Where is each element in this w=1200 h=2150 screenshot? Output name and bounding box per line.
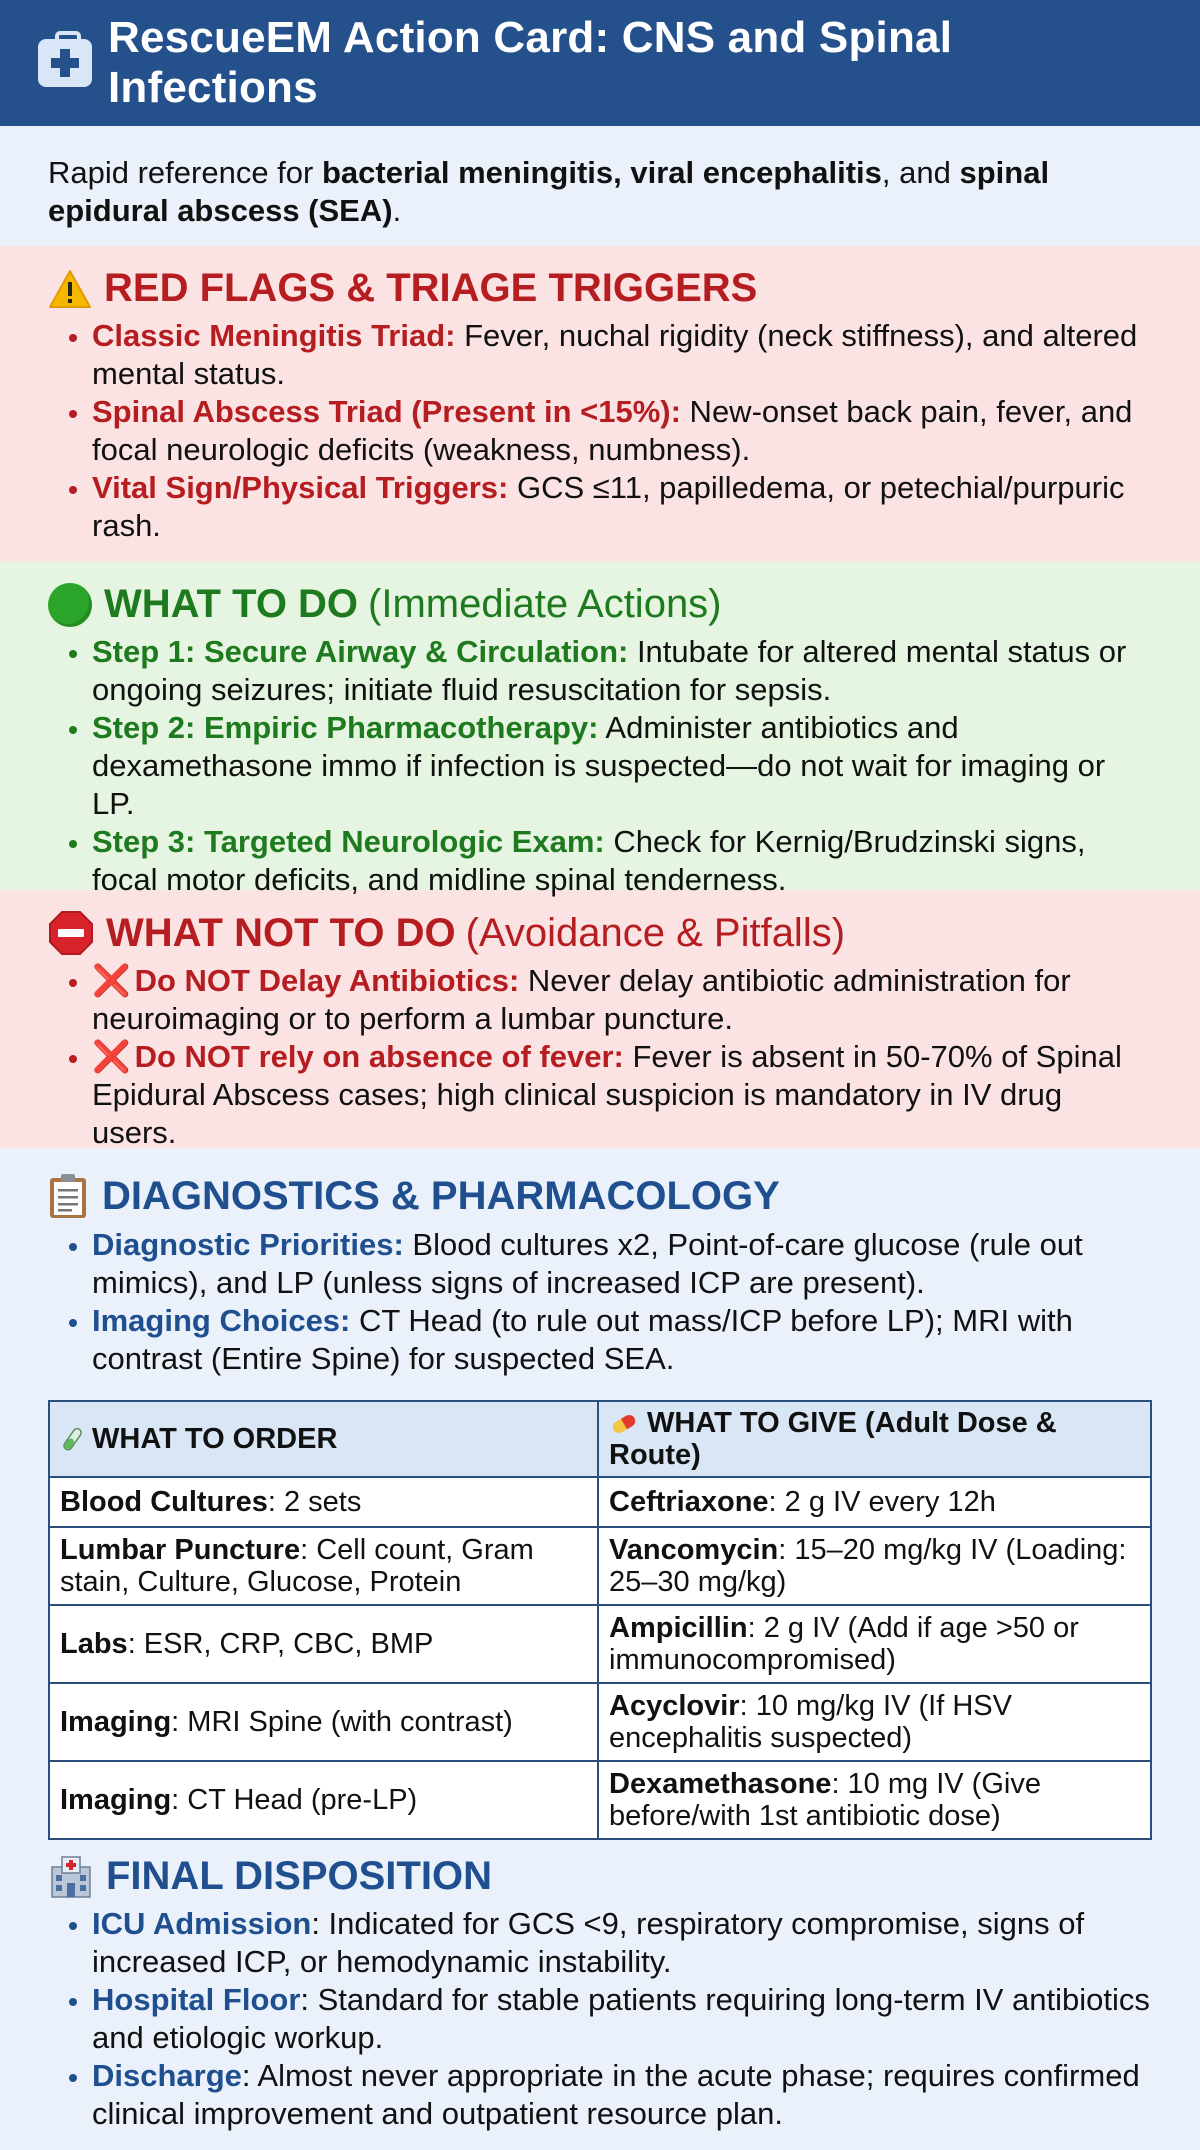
item-lead: Discharge xyxy=(92,2058,242,2093)
drug-detail: : 15–20 mg/kg IV (Loading: 25–30 mg/kg) xyxy=(609,1534,1127,1598)
stop-sign-icon xyxy=(48,910,94,956)
table-row xyxy=(49,1761,1151,1839)
drug-detail: : 10 mg IV (Give before/with 1st antibiotic dose) xyxy=(609,1768,1041,1832)
drug-name: Vancomycin xyxy=(609,1534,779,1566)
list-item xyxy=(92,1226,1152,1302)
order-cell xyxy=(49,1477,598,1527)
give-cell xyxy=(598,1605,1151,1683)
order-detail: : CT Head (pre-LP) xyxy=(171,1784,418,1816)
intro-term-1: bacterial meningitis, viral encephalitis xyxy=(321,155,882,190)
list-item xyxy=(92,1905,1152,1981)
item-text: Intubate for altered mental status or ongoing seizures; initiate fluid resuscitation for sepsis. xyxy=(92,634,1127,707)
item-lead: Do NOT rely on absence of fever: xyxy=(134,1039,624,1074)
medical-kit-icon xyxy=(38,39,92,87)
order-cell xyxy=(49,1605,598,1683)
item-text: : Almost never appropriate in the acute phase; requires confirmed clinical improvement and outpatient resource plan. xyxy=(92,2058,1140,2131)
intro-text xyxy=(0,126,1200,246)
green-circle-icon xyxy=(48,583,92,627)
diagnostics-title: DIAGNOSTICS & PHARMACOLOGY xyxy=(102,1173,780,1218)
diagnostics-heading xyxy=(48,1172,1152,1220)
what-not-to-do-subtitle: (Avoidance & Pitfalls) xyxy=(465,910,846,955)
what-to-do-list xyxy=(48,633,1152,899)
order-cell xyxy=(49,1683,598,1761)
item-text: Fever is absent in 50-70% of Spinal Epidural Abscess cases; high clinical suspicion is mandatory in IV drug users. xyxy=(92,1039,1122,1150)
order-detail: : 2 sets xyxy=(267,1486,362,1518)
item-lead: Step 2: Empiric Pharmacotherapy: xyxy=(92,710,599,745)
item-text: Blood cultures x2, Point-of-care glucose (rule out mimics), and LP (unless signs of increased ICP are present). xyxy=(92,1227,1083,1300)
list-item xyxy=(92,469,1152,545)
order-cell xyxy=(49,1527,598,1605)
drug-name: Ampicillin xyxy=(609,1612,748,1644)
list-item xyxy=(92,709,1152,823)
list-item xyxy=(92,1302,1152,1378)
what-to-do-section xyxy=(0,562,1200,897)
item-text: CT Head (to rule out mass/ICP before LP); MRI with contrast (Entire Spine) for suspected SEA. xyxy=(92,1303,1073,1376)
item-text: : Indicated for GCS <9, respiratory compromise, signs of increased ICP, or hemodynamic instability. xyxy=(92,1906,1085,1979)
hospital-icon xyxy=(48,1855,94,1899)
what-not-to-do-title: WHAT NOT TO DO xyxy=(106,910,456,955)
intro-term-2: spinal epidural abscess (SEA) xyxy=(48,155,1050,228)
order-name: Labs xyxy=(60,1628,128,1660)
what-not-to-do-heading xyxy=(48,910,1152,956)
column-header-give xyxy=(598,1401,1151,1477)
clipboard-icon xyxy=(48,1172,88,1220)
list-item xyxy=(92,823,1152,899)
list-item xyxy=(92,317,1152,393)
drug-detail: : 10 mg/kg IV (If HSV encephalitis suspected) xyxy=(609,1690,1012,1754)
list-item xyxy=(92,633,1152,709)
drug-name: Dexamethasone xyxy=(609,1768,832,1800)
page-title: RescueEM Action Card: CNS and Spinal Infections xyxy=(108,13,953,112)
table-row xyxy=(49,1527,1151,1605)
order-detail: : MRI Spine (with contrast) xyxy=(171,1706,513,1738)
diagnostics-section xyxy=(0,1148,1200,2143)
list-item xyxy=(92,962,1152,1038)
disposition-title: FINAL DISPOSITION xyxy=(106,1854,492,1898)
order-cell xyxy=(49,1761,598,1839)
item-lead: Do NOT Delay Antibiotics: xyxy=(134,963,520,998)
item-text: New-onset back pain, fever, and focal neurologic deficits (weakness, numbness). xyxy=(92,394,1133,467)
table-header-row xyxy=(49,1401,1151,1477)
disposition-heading xyxy=(48,1854,1152,1899)
list-item xyxy=(92,1038,1152,1152)
red-flags-section xyxy=(0,246,1200,562)
item-text: Never delay antibiotic administration for neuroimaging or to perform a lumbar puncture. xyxy=(92,963,1071,1036)
test-tube-icon xyxy=(60,1426,84,1454)
header-text: WHAT TO ORDER xyxy=(92,1423,338,1455)
what-to-do-heading xyxy=(48,582,1152,627)
pill-icon xyxy=(609,1413,639,1435)
item-lead: Vital Sign/Physical Triggers: xyxy=(92,470,509,505)
what-to-do-title: WHAT TO DO xyxy=(104,582,359,626)
intro-mid: , and xyxy=(881,155,960,190)
drug-name: Ceftriaxone xyxy=(609,1486,769,1518)
list-item xyxy=(92,393,1152,469)
order-name: Blood Cultures xyxy=(60,1486,268,1518)
item-lead: Diagnostic Priorities: xyxy=(92,1227,404,1262)
order-name: Lumbar Puncture xyxy=(60,1534,301,1566)
item-lead: Hospital Floor xyxy=(92,1982,301,2017)
list-item xyxy=(92,1981,1152,2057)
warning-icon xyxy=(48,269,92,309)
what-not-to-do-list xyxy=(48,962,1152,1152)
red-flags-list xyxy=(48,317,1152,545)
orders-table xyxy=(48,1400,1152,1840)
item-text: Administer antibiotics and dexamethasone immo if infection is suspected—do not wait for imaging or LP. xyxy=(92,710,1106,821)
what-to-do-subtitle: (Immediate Actions) xyxy=(368,582,722,626)
disposition-list xyxy=(48,1905,1152,2133)
drug-detail: : 2 g IV (Add if age >50 or immunocompromised) xyxy=(609,1612,1079,1676)
item-text: Fever, nuchal rigidity (neck stiffness), and altered mental status. xyxy=(92,318,1138,391)
table-row xyxy=(49,1605,1151,1683)
drug-detail: : 2 g IV every 12h xyxy=(768,1486,996,1518)
item-lead: Spinal Abscess Triad (Present in <15%): xyxy=(92,394,681,429)
table-row xyxy=(49,1683,1151,1761)
item-lead: Imaging Choices: xyxy=(92,1303,351,1338)
list-item xyxy=(92,2057,1152,2133)
give-cell xyxy=(598,1527,1151,1605)
item-lead: ICU Admission xyxy=(92,1906,312,1941)
order-name: Imaging xyxy=(60,1706,172,1738)
order-name: Imaging xyxy=(60,1784,172,1816)
item-lead: Step 3: Targeted Neurologic Exam: xyxy=(92,824,605,859)
red-flags-heading xyxy=(48,266,1152,311)
item-text: : Standard for stable patients requiring long-term IV antibiotics and etiologic workup. xyxy=(92,1982,1150,2055)
give-cell xyxy=(598,1477,1151,1527)
diagnostics-list xyxy=(48,1226,1152,1378)
cross-mark-icon: ❌ xyxy=(92,963,131,998)
give-cell xyxy=(598,1761,1151,1839)
order-detail: : ESR, CRP, CBC, BMP xyxy=(127,1628,434,1660)
cross-mark-icon: ❌ xyxy=(92,1039,131,1074)
item-lead: Step 1: Secure Airway & Circulation: xyxy=(92,634,629,669)
give-cell xyxy=(598,1683,1151,1761)
intro-suffix: . xyxy=(392,193,402,228)
item-text: GCS ≤11, papilledema, or petechial/purpuric rash. xyxy=(92,470,1125,543)
column-header-order xyxy=(49,1401,598,1477)
item-text: Check for Kernig/Brudzinski signs, focal motor deficits, and midline spinal tenderness. xyxy=(92,824,1086,897)
drug-name: Acyclovir xyxy=(609,1690,740,1722)
what-not-to-do-section xyxy=(0,890,1200,1148)
header-text: WHAT TO GIVE (Adult Dose & Route) xyxy=(609,1407,1057,1471)
intro-prefix: Rapid reference for xyxy=(48,155,322,190)
item-lead: Classic Meningitis Triad: xyxy=(92,318,456,353)
order-detail: : Cell count, Gram stain, Culture, Glucose, Protein xyxy=(60,1534,534,1598)
table-row xyxy=(49,1477,1151,1527)
red-flags-title: RED FLAGS & TRIAGE TRIGGERS xyxy=(104,266,758,310)
header-bar xyxy=(0,0,1200,126)
